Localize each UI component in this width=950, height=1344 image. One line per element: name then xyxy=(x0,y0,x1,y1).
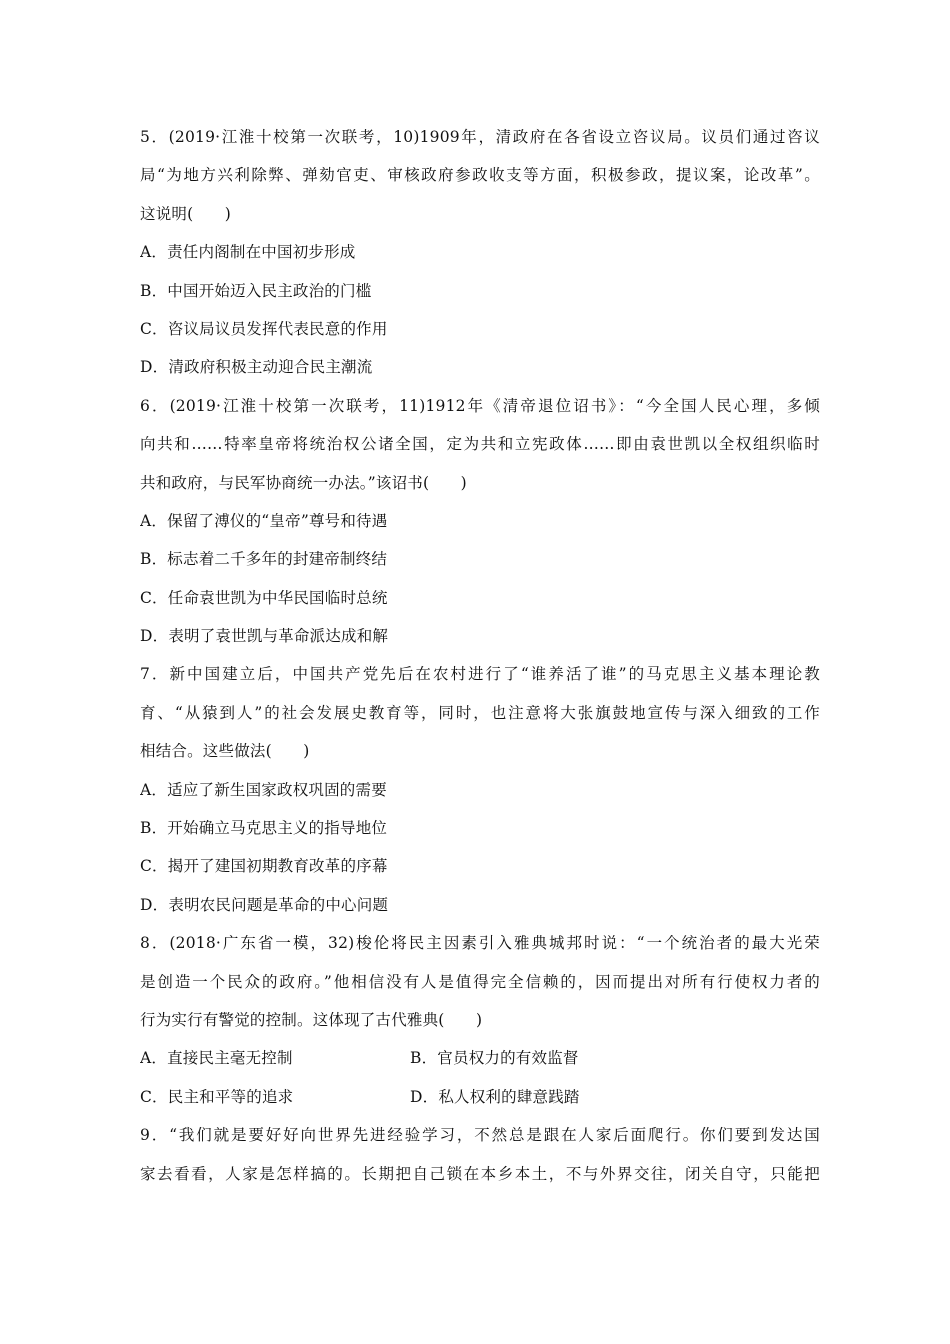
question-7-option-c: C．揭开了建国初期教育改革的序幕 xyxy=(140,857,388,876)
question-6-option-c: C．任命袁世凯为中华民国临时总统 xyxy=(140,588,388,607)
question-5-stem-line-2: 局“为地方兴利除弊、弹劾官吏、审核政府参政收支等方面，积极参政，提议案，论改革”。 xyxy=(140,166,820,185)
question-8-option-a: A．直接民主毫无控制 xyxy=(140,1049,293,1068)
question-8-options-row-1 xyxy=(140,1039,820,1077)
question-9-stem-line-1: 9．“我们就是要好好向世界先进经验学习，不然总是跟在人家后面爬行。你们要到发达国 xyxy=(140,1126,820,1145)
question-8-option-c: C．民主和平等的追求 xyxy=(140,1087,294,1106)
question-7-option-d: D．表明农民问题是革命的中心问题 xyxy=(140,895,389,914)
question-8-stem-line-2: 是创造一个民众的政府。”他相信没有人是值得完全信赖的，因而提出对所有行使权力者的 xyxy=(140,972,820,991)
question-8-stem-line-3: 行为实行有警觉的控制。这体现了古代雅典( ) xyxy=(140,1010,483,1029)
question-6-option-a: A．保留了溥仪的“皇帝”尊号和待遇 xyxy=(140,511,388,530)
question-7-stem-line-1: 7．新中国建立后，中国共产党先后在农村进行了“谁养活了谁”的马克思主义基本理论教 xyxy=(140,665,820,684)
question-8-stem-line-1: 8．(2018·广东省一模，32)梭伦将民主因素引入雅典城邦时说：“一个统治者的最大光荣 xyxy=(140,934,820,953)
question-6-stem-line-3: 共和政府，与民军协商统一办法。”该诏书( ) xyxy=(140,473,467,492)
question-6-option-b: B．标志着二千多年的封建帝制终结 xyxy=(140,550,388,569)
question-6-stem-line-2: 向共和……特率皇帝将统治权公诸全国，定为共和立宪政体……即由袁世凯以全权组织临时 xyxy=(140,435,820,454)
question-7-option-b: B．开始确立马克思主义的指导地位 xyxy=(140,819,388,838)
question-8-option-b: B．官员权力的有效监督 xyxy=(410,1049,579,1068)
question-7 xyxy=(140,655,820,924)
question-7-stem-line-3: 相结合。这些做法( ) xyxy=(140,742,310,761)
question-5-option-d: D．清政府积极主动迎合民主潮流 xyxy=(140,358,373,377)
question-7-option-a: A．适应了新生国家政权巩固的需要 xyxy=(140,780,387,799)
question-7-stem-line-2: 育、“从猿到人”的社会发展史教育等，同时，也注意将大张旗鼓地宣传与深入细致的工作 xyxy=(140,703,820,722)
question-5 xyxy=(140,118,820,387)
question-5-option-b: B．中国开始迈入民主政治的门槛 xyxy=(140,281,372,300)
question-9 xyxy=(140,1116,820,1193)
question-6 xyxy=(140,387,820,656)
question-8-options-row-2 xyxy=(140,1078,820,1116)
question-5-option-a: A．责任内阁制在中国初步形成 xyxy=(140,243,356,262)
question-9-stem-line-2: 家去看看，人家是怎样搞的。长期把自己锁在本乡本土，不与外界交往，闭关自守，只能把 xyxy=(140,1164,820,1183)
question-6-stem-line-1: 6．(2019·江淮十校第一次联考，11)1912年《清帝退位诏书》：“今全国人民心理，多倾 xyxy=(140,396,820,415)
question-8 xyxy=(140,924,820,1116)
question-5-stem-line-1: 5．(2019·江淮十校第一次联考，10)1909年，清政府在各省设立咨议局。议员们通过咨议 xyxy=(140,128,820,146)
question-5-option-c: C．咨议局议员发挥代表民意的作用 xyxy=(140,319,388,338)
question-5-stem-line-3: 这说明( ) xyxy=(140,204,231,223)
question-6-option-d: D．表明了袁世凯与革命派达成和解 xyxy=(140,627,389,646)
question-8-option-d: D．私人权利的肆意践踏 xyxy=(410,1087,580,1106)
question-list xyxy=(140,118,820,1193)
